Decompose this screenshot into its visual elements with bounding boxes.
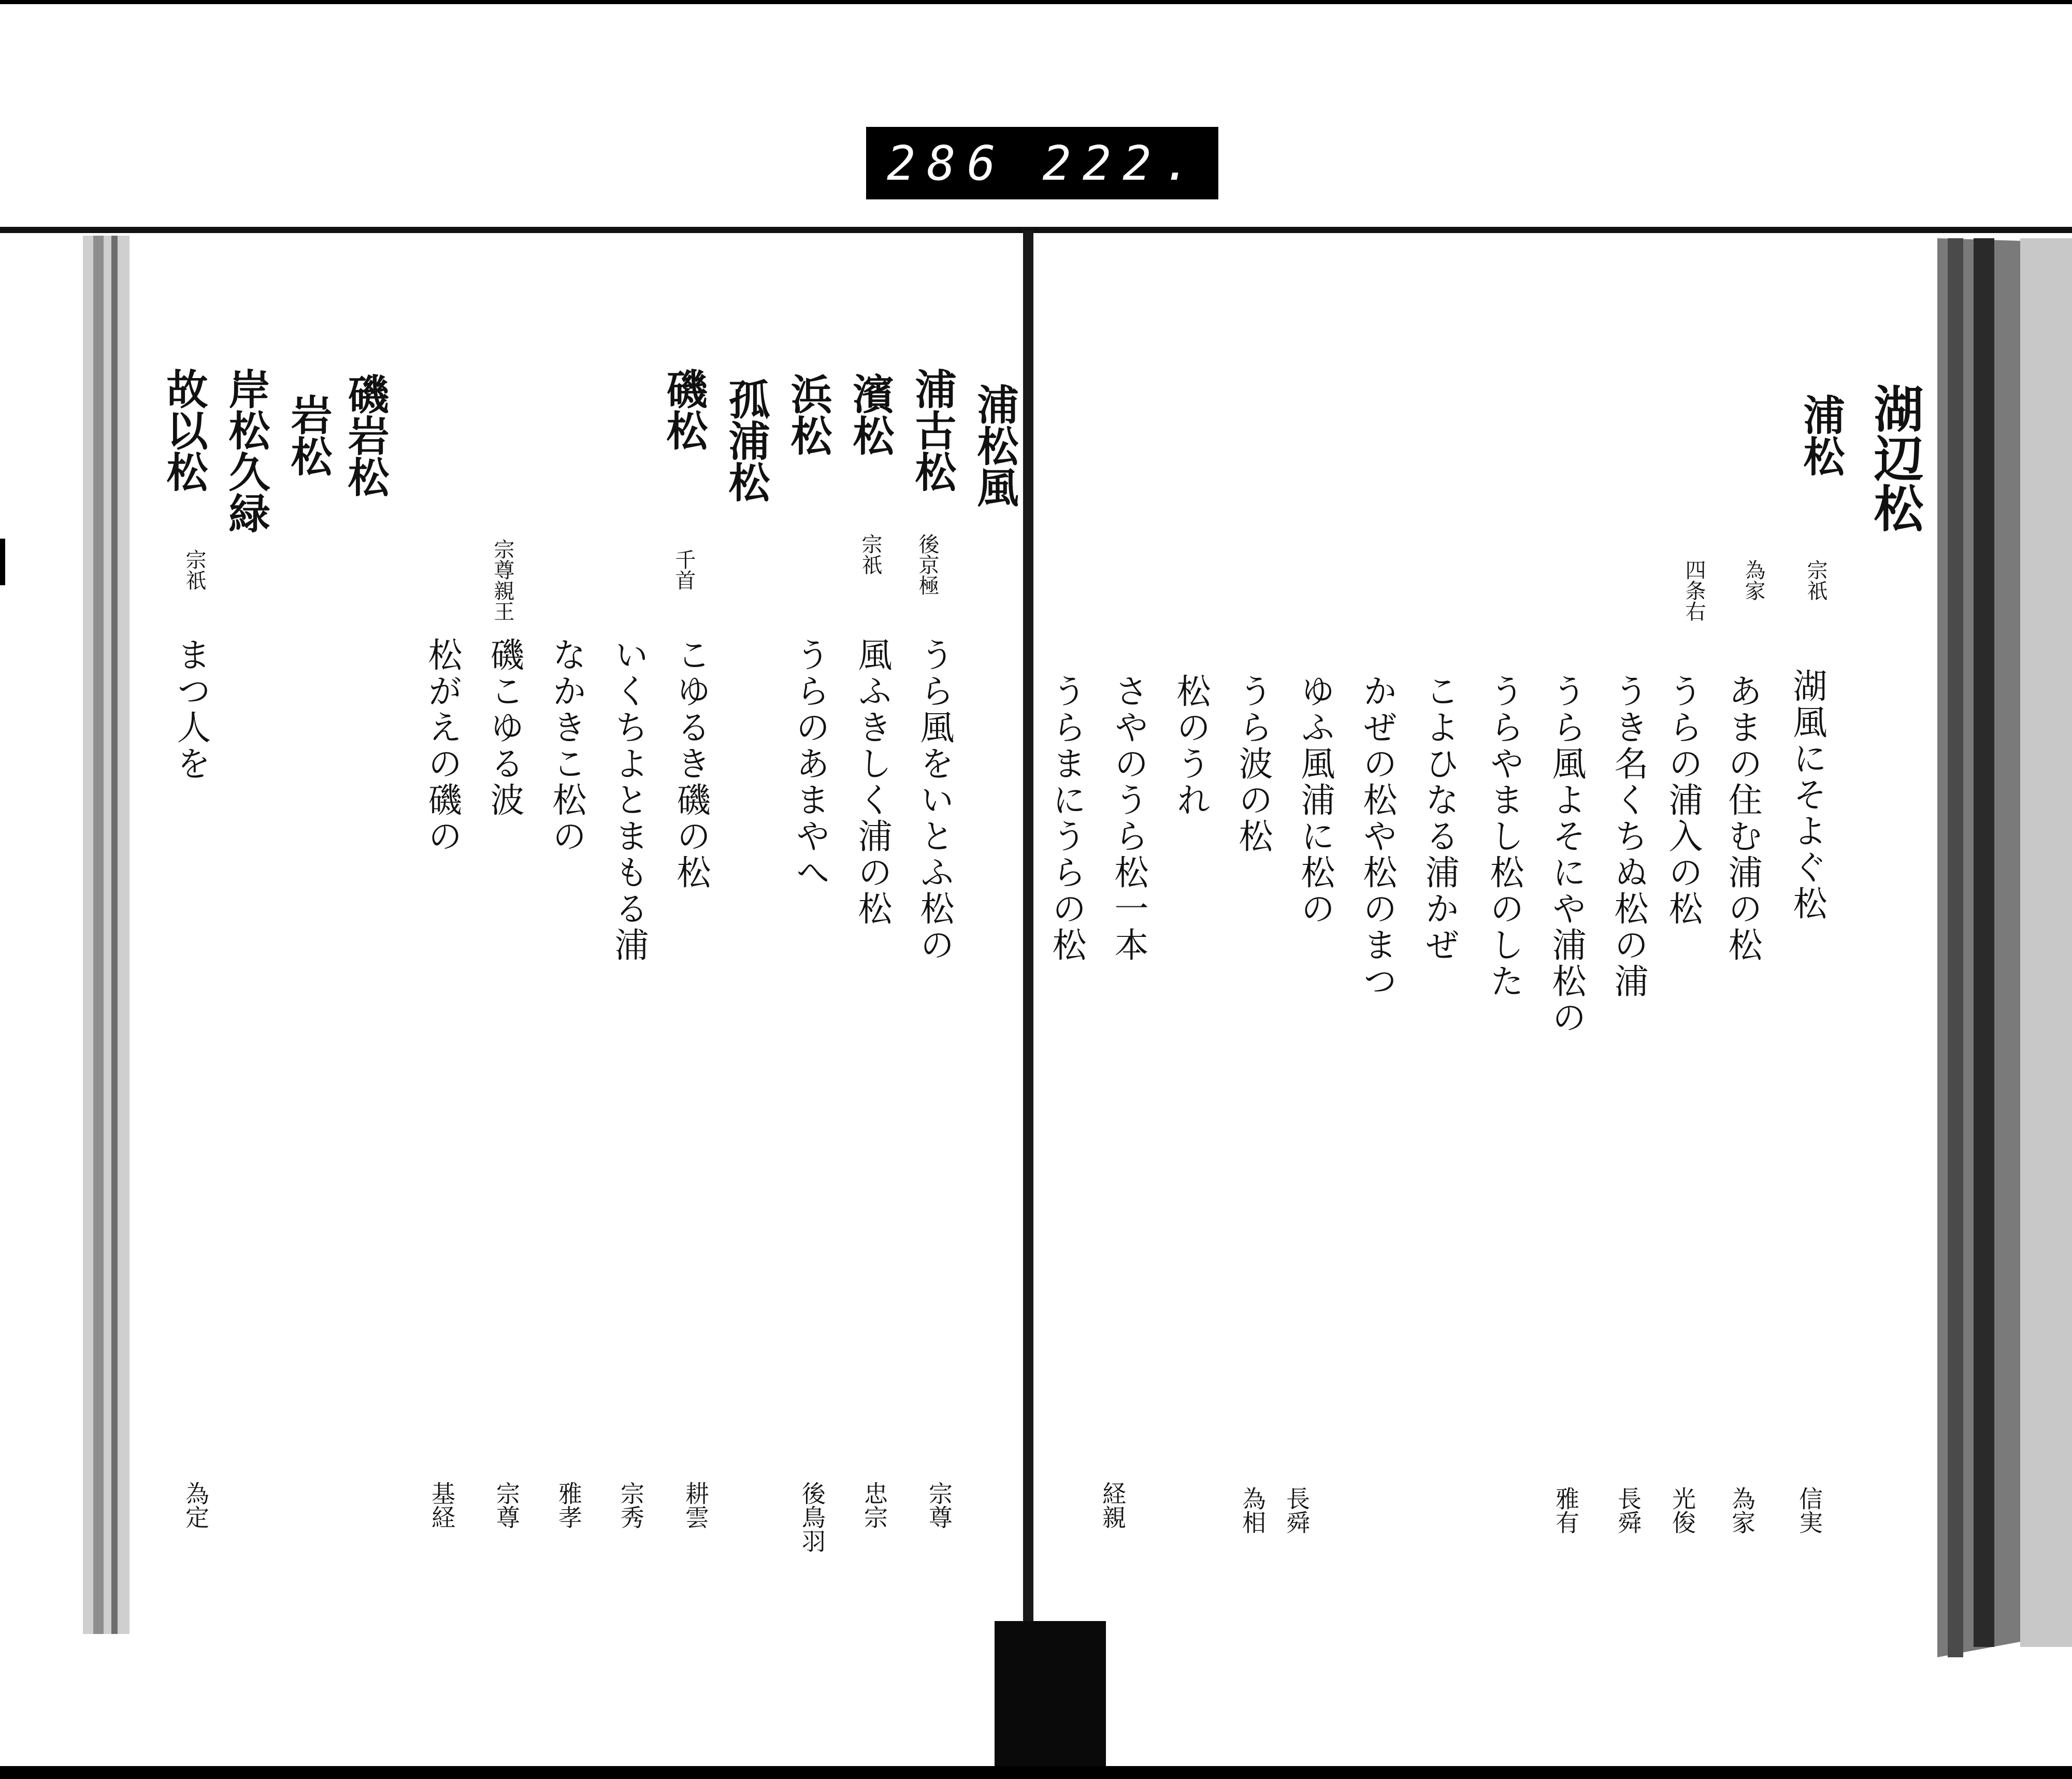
poet-name: 信実 — [1795, 1486, 1823, 1534]
poem-line: うき名くちぬ松の浦 — [1608, 673, 1648, 1000]
poem-line: うら風よそにや浦松の — [1546, 673, 1586, 1036]
poet-name: 為定 — [182, 1481, 210, 1529]
section-heading: 磯松 — [659, 368, 708, 451]
section-heading: 浦松 — [1796, 394, 1845, 476]
entry-author: 為家 — [1742, 559, 1765, 601]
frame-number-plate — [866, 127, 1218, 199]
poet-name: 為相 — [1239, 1486, 1267, 1534]
section-heading: 濱松 — [846, 373, 895, 456]
poet-name: 耕雲 — [682, 1481, 710, 1529]
entry-author: 宗祇 — [1804, 559, 1828, 601]
poet-name: 光俊 — [1668, 1486, 1696, 1534]
poem-line: こよひなる浦かぜ — [1419, 673, 1459, 963]
section-heading: 浦松風 — [970, 383, 1019, 508]
poet-name: 忠宗 — [860, 1481, 888, 1529]
entry-author: 四条右 — [1682, 559, 1706, 621]
frame-number-right: 222. — [1042, 135, 1203, 191]
poem-line: うらやまし松のした — [1484, 673, 1524, 1000]
poet-name: 雅有 — [1552, 1486, 1580, 1534]
poem-line: うら風をいとふ松の — [914, 637, 954, 963]
poem-line: さやのうら松一本 — [1109, 673, 1148, 963]
poet-name: 雅孝 — [555, 1481, 583, 1529]
poem-line: 松がえの磯の — [422, 637, 462, 855]
poem-line: ゆふ風浦に松の — [1295, 673, 1335, 927]
poem-line: うらの浦入の松 — [1663, 673, 1703, 927]
poem-line: まつ人を — [171, 637, 211, 782]
poet-name: 宗尊 — [925, 1481, 953, 1529]
poet-name: 宗秀 — [617, 1481, 645, 1529]
entry-author: 宗祇 — [858, 533, 882, 575]
poet-name: 経親 — [1099, 1481, 1127, 1529]
page-title: 湖辺松 — [1866, 383, 1924, 532]
poem-line: いくちよとまもる浦 — [609, 637, 649, 963]
poem-line: うら波の松 — [1233, 673, 1273, 855]
poem-line: あまの住む浦の松 — [1722, 673, 1762, 963]
poem-line: 湖風にそよぐ松 — [1787, 668, 1827, 922]
poem-line: 松のうれ — [1171, 673, 1211, 818]
section-heading: 磯岩松 — [341, 373, 390, 497]
poem-line: かぜの松や松のまつ — [1357, 673, 1397, 1000]
poem-line: うらのあまやへ — [790, 637, 830, 891]
poem-line: こゆるき磯の松 — [671, 637, 711, 891]
section-heading: 浦古松 — [908, 368, 957, 492]
section-heading: 孤浦松 — [722, 378, 770, 502]
poem-line: 風ふきしく浦の松 — [852, 637, 892, 927]
entry-author: 宗尊親王 — [491, 539, 514, 621]
section-heading: 故以松 — [160, 368, 208, 492]
section-heading: 岩松 — [284, 394, 333, 476]
poet-name: 後鳥羽 — [798, 1481, 826, 1553]
poem-line: うらまにうらの松 — [1046, 673, 1086, 963]
section-heading: 浜松 — [784, 373, 832, 456]
poet-name: 為家 — [1728, 1486, 1756, 1534]
entry-author: 宗祇 — [182, 549, 206, 590]
poem-line: 磯こゆる波 — [484, 637, 524, 818]
frame-number-left: 286 — [887, 135, 1008, 191]
poet-name: 宗尊 — [493, 1481, 521, 1529]
poet-name: 長舜 — [1614, 1486, 1642, 1534]
entry-author: 後京極 — [915, 533, 939, 596]
poem-line: なかきこ松の — [546, 637, 586, 855]
entry-author: 千首 — [672, 549, 696, 590]
poet-name: 長舜 — [1283, 1486, 1311, 1534]
poet-name: 基経 — [428, 1481, 456, 1529]
section-heading: 岸松久緑 — [222, 368, 270, 533]
